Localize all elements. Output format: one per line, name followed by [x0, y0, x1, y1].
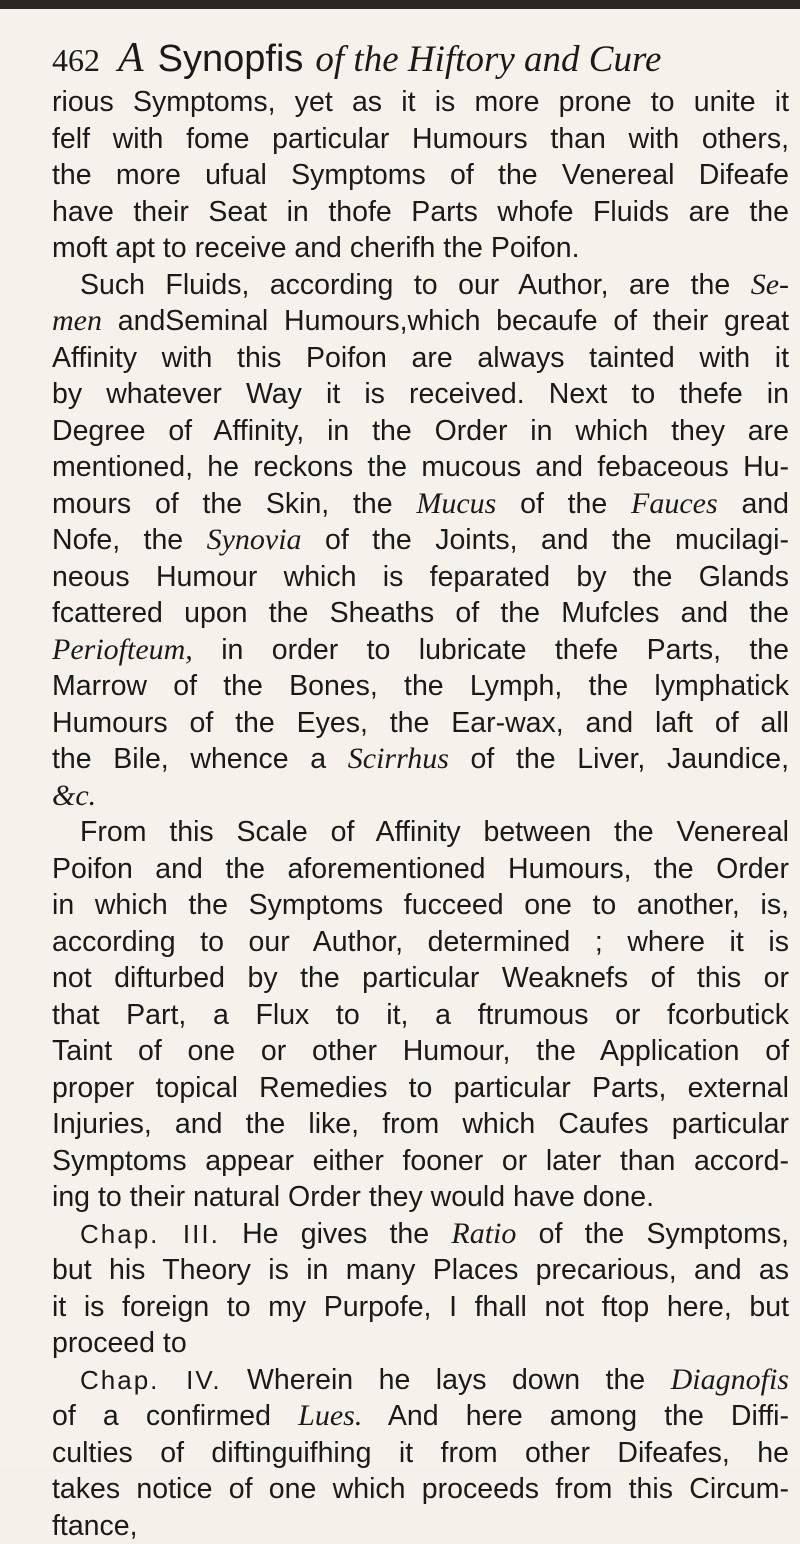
text-line	[52, 778, 789, 815]
text-line: Affinity with this Poifon are always tainted with it	[52, 340, 789, 377]
header-subtitle: of the Hiftory and Cure	[315, 39, 661, 80]
text-line: it is foreign to my Purpofe, I fhall not ftop here, but	[52, 1289, 789, 1326]
italic-term: Synovia	[207, 523, 302, 556]
text-line: Humours of the Eyes, the Ear-wax, and laft of all	[52, 705, 789, 742]
text-line: Nofe, the Synovia of the Joints, and the mucilagi-	[52, 522, 789, 559]
italic-term: Mucus	[416, 487, 496, 520]
text-line: by whatever Way it is received. Next to thefe in	[52, 376, 789, 413]
italic-term: Se-	[751, 268, 789, 301]
italic-term: &c.	[52, 779, 96, 812]
italic-term: Ratio	[451, 1217, 516, 1250]
text-line: Chap. IV. Wherein he lays down the Diagnofis	[52, 1362, 789, 1399]
text-line: mentioned, he reckons the mucous and febaceous Hu-	[52, 449, 789, 486]
text-line: the more ufual Symptoms of the Venereal Difeafe	[52, 157, 789, 194]
text-line: Such Fluids, according to our Author, are the Se-	[52, 267, 789, 304]
italic-term: men	[52, 304, 102, 337]
text-line: culties of diftinguifhing it from other Difeafes, he	[52, 1435, 789, 1472]
text-line: moft apt to receive and cherifh the Poifon.	[52, 230, 789, 267]
text-line: of a confirmed Lues. And here among the Diffi-	[52, 1398, 789, 1435]
text-line: not difturbed by the particular Weaknefs of this or	[52, 960, 789, 997]
text-line: ing to their natural Order they would have done.	[52, 1179, 789, 1216]
top-border	[0, 0, 800, 9]
text-line: Poifon and the aforementioned Humours, the Order	[52, 851, 789, 888]
text-line: rious Symptoms, yet as it is more prone to unite it	[52, 84, 789, 121]
text-line: Symptoms appear either fooner or later than accord-	[52, 1143, 789, 1180]
chapter-label: Chap. IV.	[80, 1365, 222, 1395]
text-line: Taint of one or other Humour, the Application of	[52, 1033, 789, 1070]
running-header	[52, 34, 792, 82]
text-line: men andSeminal Humours,which becaufe of their great	[52, 303, 789, 340]
text-line: Chap. III. He gives the Ratio of the Symptoms,	[52, 1216, 789, 1253]
italic-term: Diagnofis	[671, 1363, 789, 1396]
text-line: the Bile, whence a Scirrhus of the Liver, Jaundice,	[52, 741, 789, 778]
text-line: Degree of Affinity, in the Order in which they are	[52, 413, 789, 450]
page-number: 462	[52, 42, 100, 78]
italic-term: Scirrhus	[348, 742, 449, 775]
catchword: ftance,	[52, 1508, 789, 1544]
header-article: A	[118, 35, 144, 81]
header-title: Synopfis	[158, 38, 304, 80]
text-line: proceed to	[52, 1325, 789, 1362]
text-line: but his Theory is in many Places precarious, and as	[52, 1252, 789, 1289]
text-line: takes notice of one which proceeds from this Circum-	[52, 1471, 789, 1508]
italic-term: Periofteum,	[52, 633, 193, 666]
text-line: have their Seat in thofe Parts whofe Fluids are the	[52, 194, 789, 231]
body-text	[52, 84, 789, 1544]
text-line: Injuries, and the like, from which Caufes particular	[52, 1106, 789, 1143]
chapter-label: Chap. III.	[80, 1219, 220, 1249]
text-line: according to our Author, determined ; where it is	[52, 924, 789, 961]
text-line: mours of the Skin, the Mucus of the Fauces and	[52, 486, 789, 523]
italic-term: Lues.	[298, 1399, 362, 1432]
italic-term: Fauces	[631, 487, 718, 520]
text-line: that Part, a Flux to it, a ftrumous or fcorbutick	[52, 997, 789, 1034]
text-line: From this Scale of Affinity between the Venereal	[52, 814, 789, 851]
text-line: proper topical Remedies to particular Parts, external	[52, 1070, 789, 1107]
text-line: Periofteum, in order to lubricate thefe Parts, the	[52, 632, 789, 669]
text-line: Marrow of the Bones, the Lymph, the lymphatick	[52, 668, 789, 705]
text-line: fcattered upon the Sheaths of the Mufcles and the	[52, 595, 789, 632]
text-line: neous Humour which is feparated by the Glands	[52, 559, 789, 596]
text-line: felf with fome particular Humours than with others,	[52, 121, 789, 158]
text-line: in which the Symptoms fucceed one to another, is,	[52, 887, 789, 924]
